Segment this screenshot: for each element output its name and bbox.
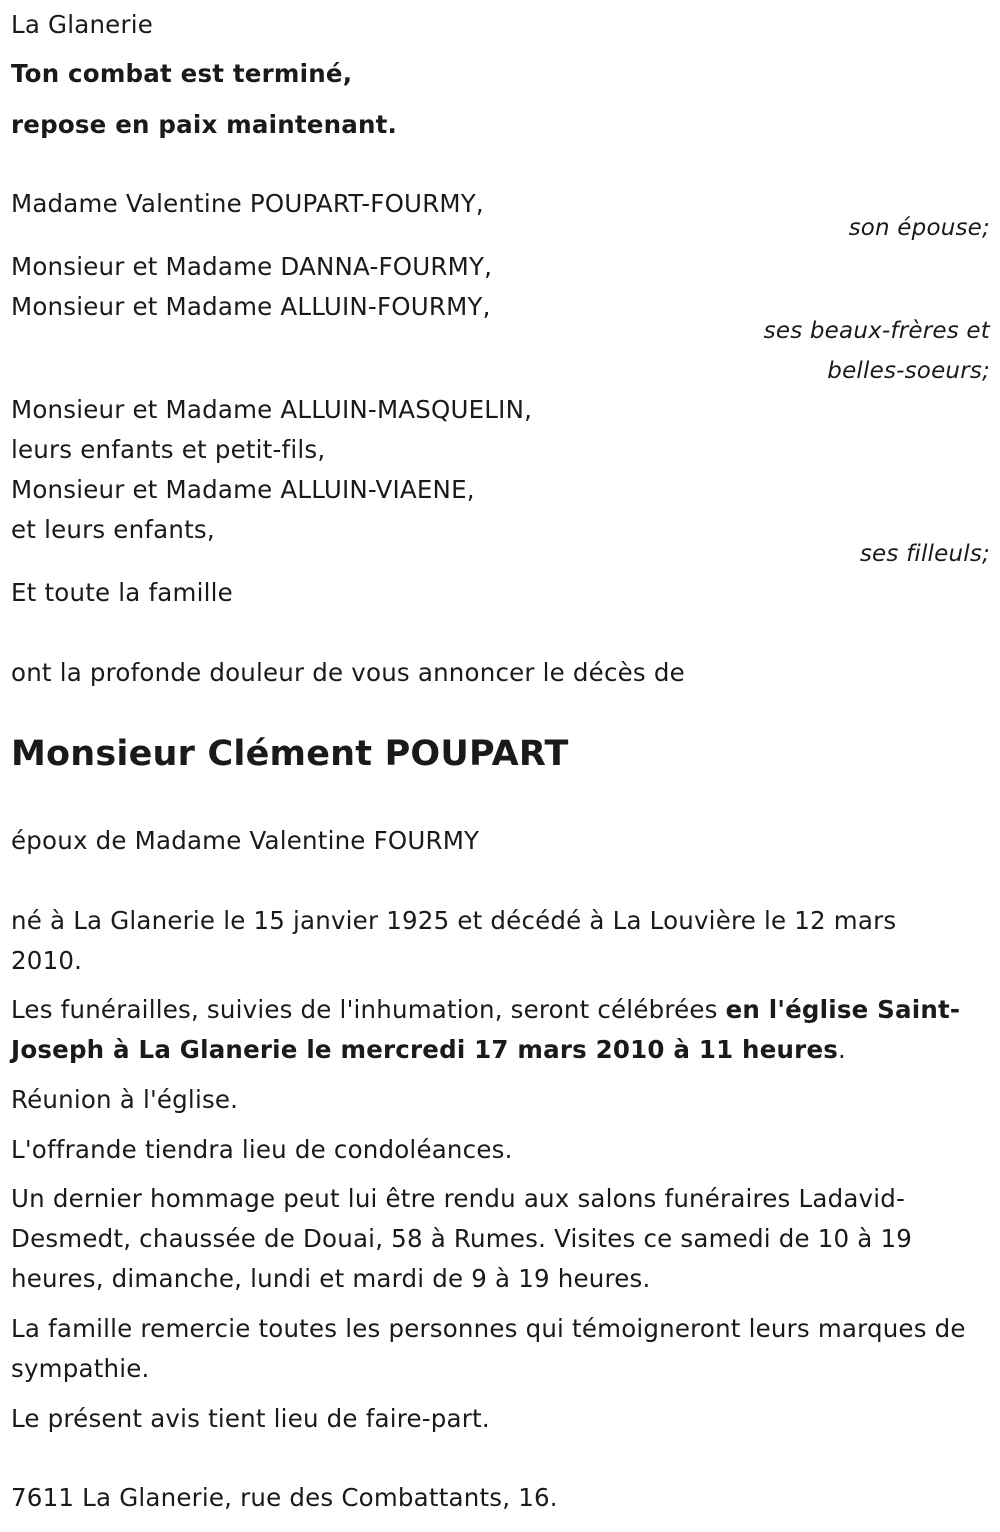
family-inlaws-2: Monsieur et Madame ALLUIN-FOURMY, <box>11 292 491 321</box>
family-inlaws-1: Monsieur et Madame DANNA-FOURMY, <box>11 252 493 281</box>
family-godchild-4: et leurs enfants, <box>11 515 215 544</box>
family-spouse: Madame Valentine POUPART-FOURMY, <box>11 189 484 218</box>
notice: Le présent avis tient lieu de faire-part. <box>11 1404 490 1433</box>
family-godchild-2: leurs enfants et petit-fils, <box>11 435 326 464</box>
place-header: La Glanerie <box>11 10 154 39</box>
family-all: Et toute la famille <box>11 578 233 607</box>
family-godchild-1: Monsieur et Madame ALLUIN-MASQUELIN, <box>11 395 533 424</box>
birth-death: né à La Glanerie le 15 janvier 1925 et décédé à La Louvière le 12 mars 2010. <box>11 906 897 975</box>
inlaws-role-1: ses beaux-frères et <box>763 318 990 344</box>
funeral-end: . <box>838 1035 847 1064</box>
inlaws-role-2: belles-soeurs; <box>827 358 990 384</box>
godchildren-role: ses filleuls; <box>859 541 990 567</box>
family-godchild-3: Monsieur et Madame ALLUIN-VIAENE, <box>11 475 475 504</box>
spouse-role: son épouse; <box>848 215 990 241</box>
epitaph-line-1: Ton combat est terminé, <box>11 59 353 88</box>
epitaph-line-2: repose en paix maintenant. <box>11 110 398 139</box>
funeral-paragraph <box>11 990 971 1070</box>
announcement: ont la profonde douleur de vous annoncer le décès de <box>11 658 685 687</box>
meeting: Réunion à l'église. <box>11 1085 239 1114</box>
spouse-of: époux de Madame Valentine FOURMY <box>11 826 480 855</box>
funeral-details: en l'église Saint-Joseph à La Glanerie le mercredi 17 mars 2010 à 11 heures <box>11 995 961 1064</box>
deceased-name: Monsieur Clément POUPART <box>11 734 569 774</box>
thanks: La famille remercie toutes les personnes qui témoigneront leurs marques de sympathie. <box>11 1314 966 1383</box>
funeral-intro: Les funérailles, suivies de l'inhumation, seront célébrées <box>11 995 726 1024</box>
offering: L'offrande tiendra lieu de condoléances. <box>11 1135 513 1164</box>
address: 7611 La Glanerie, rue des Combattants, 16. <box>11 1483 558 1512</box>
tribute: Un dernier hommage peut lui être rendu aux salons funéraires Ladavid-Desmedt, chaussée de Douai, 58 à Rumes. Visites ce samedi de 10 à 19 heures, dimanche, lundi et mardi de 9 à 19 heures. <box>11 1184 913 1293</box>
